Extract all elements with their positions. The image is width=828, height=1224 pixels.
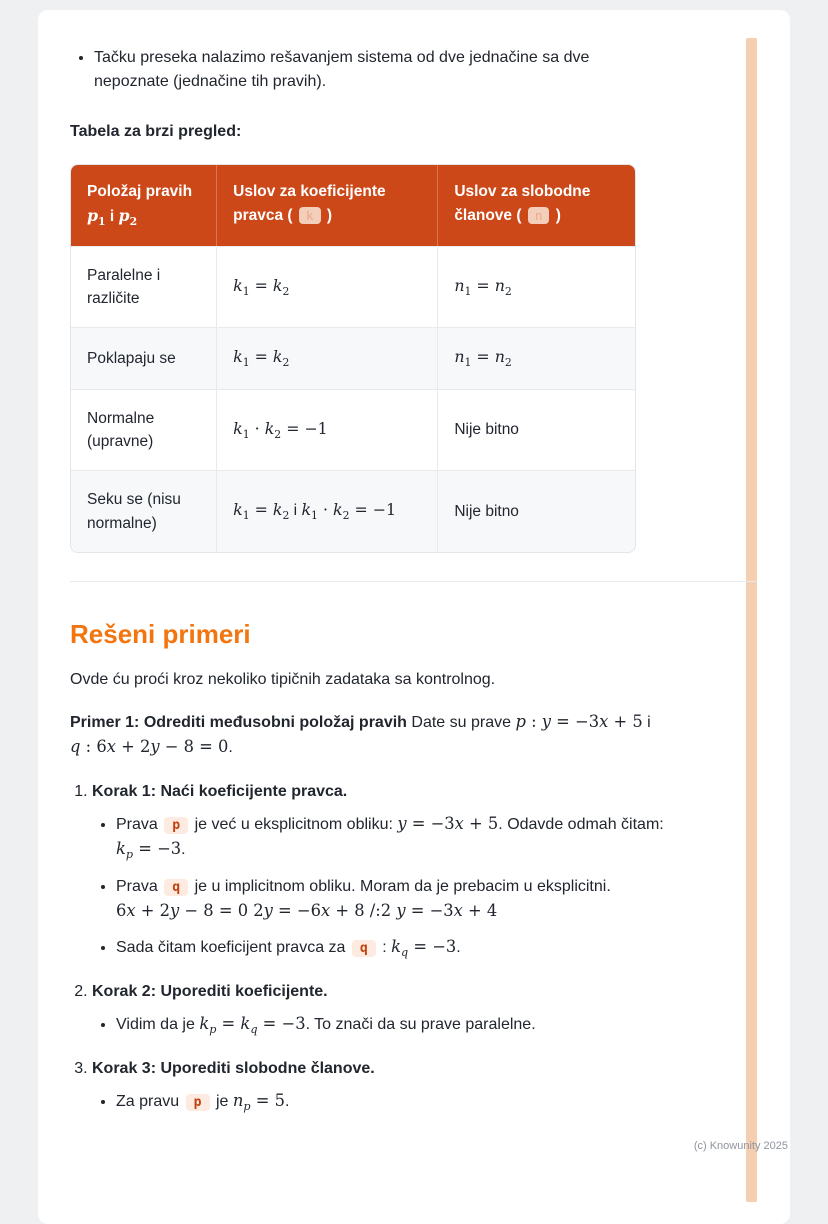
table-cell bbox=[217, 471, 438, 552]
step-bullet bbox=[116, 1089, 676, 1116]
step-bullet-text: Za pravu p je $n_p = 5$. bbox=[116, 1091, 290, 1114]
step-bullet-list bbox=[92, 812, 758, 962]
table-cell bbox=[217, 328, 438, 389]
table-heading: Tabela za brzi pregled: bbox=[70, 123, 242, 140]
step-bullet-list bbox=[92, 1012, 758, 1039]
table-row bbox=[71, 389, 635, 471]
table-cell bbox=[438, 471, 635, 552]
primer1-paragraph bbox=[70, 710, 720, 760]
table-row bbox=[71, 328, 635, 389]
cell-text: Normalne (upravne) bbox=[87, 409, 155, 451]
step-title-text: Korak 2: Uporediti koeficijente. bbox=[92, 983, 328, 1001]
step-title bbox=[92, 780, 758, 804]
table-row bbox=[71, 471, 635, 552]
intro-bullet-item bbox=[94, 46, 652, 94]
step-title-text: Korak 3: Uporediti slobodne članove. bbox=[92, 1060, 375, 1078]
document-content bbox=[38, 10, 790, 1224]
intro-bullet-text: Tačku preseka nalazimo rešavanjem sistema od dve jednačine sa dve nepoznate (jednačine tih pravih). bbox=[94, 49, 590, 90]
overview-table bbox=[71, 165, 635, 552]
table-cell bbox=[438, 246, 635, 328]
table-cell bbox=[438, 389, 635, 471]
table-cell bbox=[71, 471, 217, 552]
step-title-text: Korak 1: Naći koeficijente pravca. bbox=[92, 783, 348, 801]
step-bullet bbox=[116, 812, 676, 864]
header-cell-text: Uslov za slobodne članove ( n ) bbox=[454, 183, 591, 225]
steps-list bbox=[70, 780, 758, 1116]
step-item-3 bbox=[92, 1057, 758, 1116]
section-intro-text: Ovde ću proći kroz nekoliko tipičnih zadataka sa kontrolnog. bbox=[70, 671, 496, 689]
section-heading: Rešeni primeri bbox=[70, 618, 251, 649]
cell-text: Paralelne i različite bbox=[87, 266, 161, 308]
table-cell bbox=[71, 328, 217, 389]
cell-text: $n_1 = n_2$ bbox=[454, 275, 512, 299]
step-bullet-text: Sada čitam koeficijent pravca za q : $k_q = -3$. bbox=[116, 937, 461, 960]
cell-text: $k_1 = k_2$ bbox=[233, 347, 290, 370]
cell-text: $k_1 \cdot k_2 = -1$ bbox=[233, 418, 328, 441]
step-bullet-list bbox=[92, 1089, 758, 1116]
step-title bbox=[92, 1057, 758, 1081]
step-bullet-text: Prava q je u implicitnom obliku. Moram da je prebacim u eksplicitni. 6x + 2y − 8 = 0 2y = −6x + 8 /:2 y = −3x + 4 bbox=[116, 878, 611, 921]
step-bullet bbox=[116, 935, 676, 962]
primer1-text: Primer 1: Odrediti međusobni položaj pravih Date su prave p : y = −3x + 5 i q : 6x + 2y − 8 = 0. bbox=[70, 712, 651, 757]
step-item-2 bbox=[92, 980, 758, 1039]
cell-text: $k_1 = k_2$ bbox=[233, 275, 290, 299]
table-col-header-polozaj bbox=[71, 165, 217, 246]
step-bullet bbox=[116, 1012, 676, 1039]
table-header-row bbox=[71, 165, 635, 246]
overview-table-wrapper bbox=[70, 164, 636, 553]
cell-text: $n_1 = n_2$ bbox=[454, 347, 512, 370]
table-row bbox=[71, 246, 635, 328]
table-cell bbox=[71, 246, 217, 328]
header-cell-text: Uslov za koeficijente pravca ( k ) bbox=[233, 183, 386, 225]
cell-text: Nije bitno bbox=[454, 421, 519, 439]
step-bullet bbox=[116, 875, 676, 924]
document-page bbox=[38, 10, 790, 1224]
table-cell bbox=[217, 246, 438, 328]
table-cell bbox=[217, 389, 438, 471]
step-item-1 bbox=[92, 780, 758, 962]
cell-text: Poklapaju se bbox=[87, 349, 176, 367]
table-col-header-koeficijenti bbox=[217, 165, 438, 246]
step-bullet-text: Prava p je već u eksplicitnom obliku: y = −3x + 5. Odavde odmah čitam: $k_p = -3$. bbox=[116, 814, 664, 862]
header-cell-text: Položaj pravih $p_1$ i $p_2$ bbox=[87, 183, 193, 229]
step-title bbox=[92, 980, 758, 1004]
table-cell bbox=[438, 328, 635, 389]
cell-text: Nije bitno bbox=[454, 502, 519, 520]
copyright-note: (c) Knowunity 2025 bbox=[693, 1139, 788, 1152]
table-cell bbox=[71, 389, 217, 471]
cell-text: Seku se (nisu normalne) bbox=[87, 491, 181, 532]
cell-text: $k_1 = k_2$ i $k_1 \cdot k_2 = -1$ bbox=[233, 500, 397, 523]
step-bullet-text: Vidim da je $k_p = k_q = -3$. To znači da su prave paralelne. bbox=[116, 1014, 536, 1037]
section-divider bbox=[70, 581, 758, 582]
table-col-header-slobodni-clanovi bbox=[438, 165, 635, 246]
intro-bullet-list bbox=[70, 46, 758, 94]
